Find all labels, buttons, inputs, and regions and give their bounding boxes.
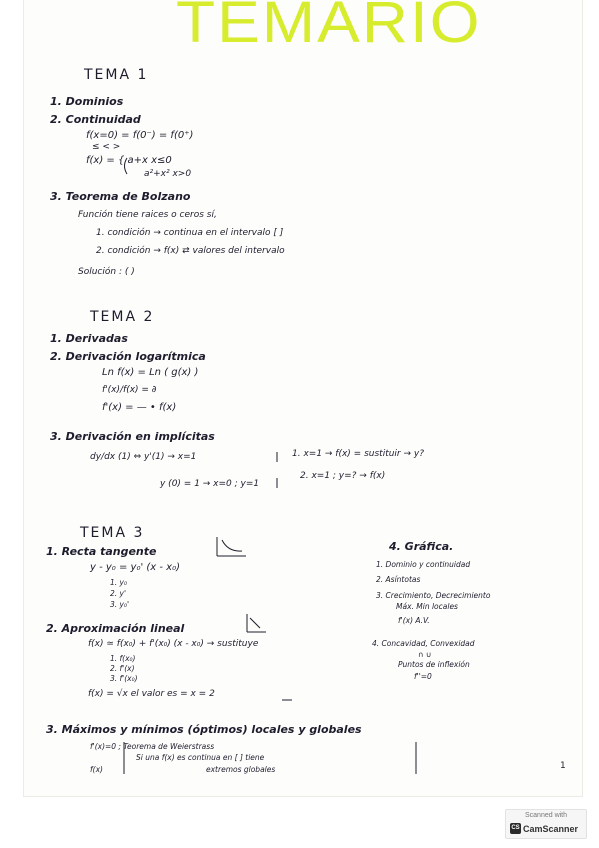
- piecewise-line-2: a²+x² x>0: [144, 169, 192, 179]
- grafica-step-4: 4. Concavidad, Convexidad: [372, 639, 475, 648]
- bolzano-condition-1: 1. condición → continua en el intervalo [ ]: [96, 228, 284, 238]
- approx-example: f(x) = √x el valor es = x = 2: [88, 689, 215, 699]
- tema3-item-recta-tangente: 1. Recta tangente: [46, 545, 157, 558]
- tema2-item-logaritmica: 2. Derivación logarítmica: [50, 350, 206, 363]
- approx-step-3: 3. f'(x₀): [110, 674, 138, 683]
- tangent-step-2: 2. y': [110, 589, 127, 598]
- tangent-step-3: 3. y₀': [110, 600, 130, 609]
- grafica-step-2: 2. Asíntotas: [376, 575, 421, 584]
- linear-approx-equation: f(x) ≃ f(x₀) + f'(x₀) (x - x₀) → sustituye: [88, 639, 259, 649]
- grafica-second-derivative: f''=0: [414, 672, 432, 681]
- weierstrass-line-1: f'(x)=0 ; Teorema de Weierstrass: [90, 742, 215, 751]
- grafica-cap-cup: ∩ ∪: [418, 650, 432, 659]
- camscanner-watermark: [505, 809, 587, 839]
- approx-step-2: 2. f'(x): [110, 664, 135, 673]
- notebook-page: [24, 0, 582, 796]
- grafica-derivada: f'(x) A.V.: [398, 616, 430, 625]
- tangent-sketch-curve: [222, 540, 242, 551]
- grafica-step-3: 3. Crecimiento, Decrecimiento: [376, 591, 491, 600]
- weierstrass-fx: f(x): [90, 765, 103, 774]
- tema2-item-implicitas: 3. Derivación en implícitas: [50, 430, 215, 443]
- tema2-item-derivadas: 1. Derivadas: [50, 332, 128, 345]
- bolzano-statement: Función tiene raices o ceros sí,: [78, 210, 217, 220]
- grafica-inflexion: Puntos de inflexión: [398, 660, 470, 669]
- grafica-step-1: 1. Dominio y continuidad: [376, 560, 471, 569]
- log-derivative-ratio: f'(x)/f(x) = ∂: [102, 385, 157, 395]
- implicit-step-2: 2. x=1 ; y=? → f(x): [300, 471, 386, 481]
- piecewise-brace: [125, 158, 128, 174]
- scanned-with-label: Scanned with: [524, 812, 568, 819]
- bolzano-condition-2: 2. condición → f(x) ⇄ valores del intervalo: [96, 246, 285, 256]
- log-derivative-result: f'(x) = — • f(x): [102, 402, 177, 413]
- approx-sketch-line: [250, 618, 260, 628]
- tema3-item-aproximacion: 2. Aproximación lineal: [46, 622, 185, 635]
- camscanner-name: CamScanner: [523, 824, 579, 834]
- tangent-equation: y - y₀ = y₀' (x - x₀): [90, 562, 181, 573]
- piecewise-line-1: f(x) = { a+x x≤0: [86, 155, 172, 166]
- weierstrass-line-3: extremos globales: [206, 765, 276, 774]
- tema1-heading: TEMA 1: [84, 67, 149, 83]
- continuity-signs: ≤ < >: [92, 142, 121, 152]
- tema3-heading: TEMA 3: [80, 525, 145, 541]
- bolzano-solution: Solución : ( ): [78, 267, 135, 277]
- page-number: 1: [560, 761, 566, 771]
- ink-sketches: [24, 0, 582, 796]
- tema2-heading: TEMA 2: [90, 309, 155, 325]
- continuity-equation: f(x=0) = f(0⁻) = f(0⁺): [86, 130, 194, 141]
- implicit-line-2: y (0) = 1 → x=0 ; y=1: [160, 479, 260, 489]
- tema1-item-bolzano: 3. Teorema de Bolzano: [50, 190, 191, 203]
- tema3-item-maximos: 3. Máximos y mínimos (óptimos) locales y globales: [46, 723, 362, 736]
- tema1-item-continuidad: 2. Continuidad: [50, 113, 141, 126]
- implicit-step-1: 1. x=1 → f(x) = sustituir → y?: [292, 449, 424, 459]
- approx-step-1: 1. f(x₀): [110, 654, 136, 663]
- grafica-extremos: Máx. Min locales: [396, 602, 458, 611]
- camscanner-logo-icon: CS: [510, 823, 521, 834]
- implicit-line-1: dy/dx (1) ⇔ y'(1) → x=1: [90, 452, 197, 462]
- tema3-item-grafica: 4. Gráfica.: [389, 540, 454, 553]
- weierstrass-line-2: Si una f(x) es continua en [ ] tiene: [136, 753, 265, 762]
- tangent-step-1: 1. y₀: [110, 578, 127, 587]
- page-title: TEMARIO: [176, 0, 482, 56]
- log-equation: Ln f(x) = Ln ( g(x) ): [102, 367, 199, 378]
- tema1-item-dominios: 1. Dominios: [50, 95, 124, 108]
